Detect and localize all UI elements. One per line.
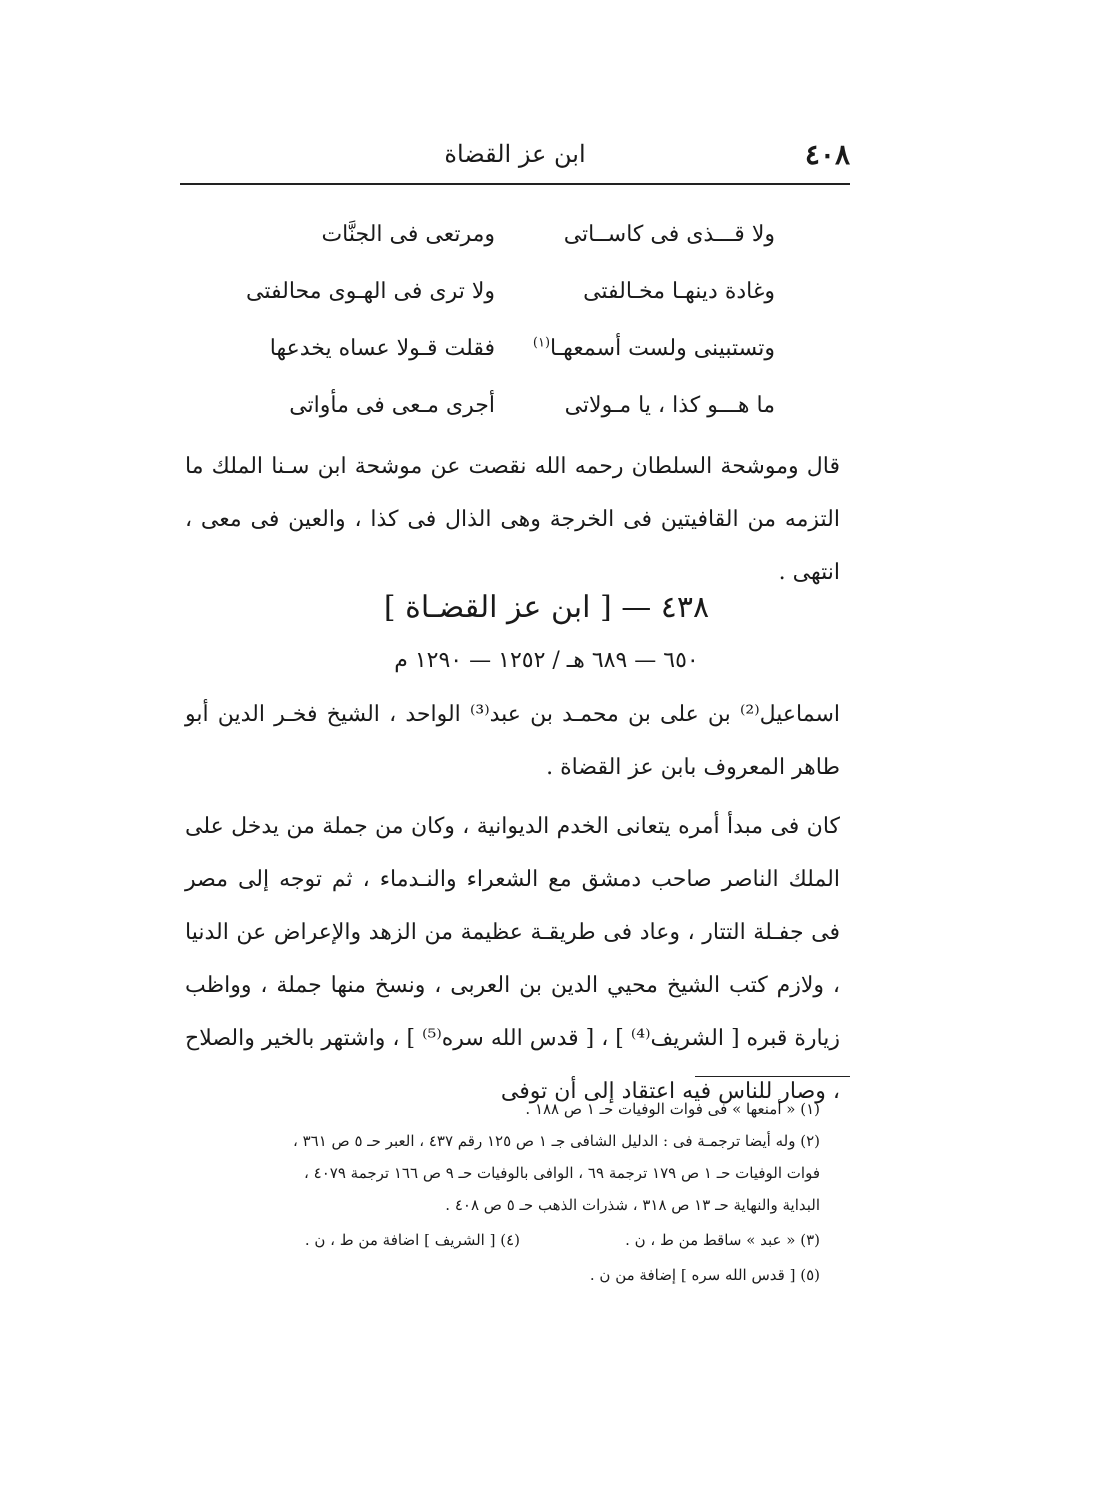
entry-title: ٤٣٨ — [ ابن عز القضـاة ]: [383, 590, 710, 625]
verse-text: وتستبينى ولست أسمعهـا: [550, 336, 775, 361]
verse-hemistich-first: ولا قـــذى فى كاســاتى: [563, 222, 775, 247]
footnote-1: (١) « أمنعها » فى فوات الوفيات حـ ١ ص ١٨٨ .: [525, 1100, 820, 1118]
footnote-2-line: (٢) وله أيضا ترجمـة فى : الدليل الشافى جـ ١ ص ١٢٥ رقم ٤٣٧ ، العبر حـ ٥ ص ٣٦١ ،: [292, 1132, 820, 1150]
verse-hemistich-first: وغادة دينهـا مخـالفتى: [583, 279, 775, 304]
page-header: [180, 138, 850, 178]
entry-dates: ٦٥٠ — ٦٨٩ هـ / ١٢٥٢ — ١٢٩٠ م: [394, 648, 699, 673]
poem-verse: [255, 222, 775, 279]
running-title: ابن عز القضاة: [444, 140, 586, 168]
footnote-row: [220, 1221, 820, 1259]
verse-hemistich-first: ما هـــو كذا ، يا مـولاتى: [564, 393, 775, 418]
verse-hemistich-second: ولا ترى فى الهـوى محالفتى: [246, 279, 495, 304]
paragraph-biography-name: اسماعيل⁽²⁾ بن على بن محمـد بن عبد⁽³⁾ الواحد ، الشيخ فخـر الدين أبو طاهر المعروف بابن عز القضاة .: [185, 702, 840, 780]
poem: [246, 222, 775, 450]
page-number: ٤٠٨: [804, 138, 850, 171]
paragraph-commentary: قال وموشحة السلطان رحمه الله نقصت عن موشحة ابن سـنا الملك ما التزمه من القافيتين فى الخرجة وهى الذال فى كذا ، والعين فى معى ، انتهى .: [185, 454, 840, 585]
verse-hemistich-first: [505, 336, 775, 361]
poem-verse: [246, 279, 775, 336]
verse-hemistich-second: أجرى مـعى فى مأواتى: [289, 393, 495, 418]
footnote-marker: (١): [532, 335, 551, 351]
footnote-rule: [695, 1076, 850, 1077]
footnote-5: (٥) [ قدس الله سره ] إضافة من ن .: [589, 1266, 820, 1284]
poem-verse: [255, 336, 775, 393]
footnote-2-line: فوات الوفيات حـ ١ ص ١٧٩ ترجمة ٦٩ ، الوافى بالوفيات حـ ٩ ص ١٦٦ ترجمة ٤٠٧٩ ،: [304, 1164, 820, 1182]
header-rule: [180, 183, 850, 185]
verse-hemistich-second: ومرتعى فى الجنَّات: [321, 222, 495, 247]
footnote-2-line: البداية والنهاية حـ ١٣ ص ٣١٨ ، شذرات الذهب حـ ٥ ص ٤٠٨ .: [445, 1196, 820, 1214]
paragraph-biography-body: كان فى مبدأ أمره يتعانى الخدم الديوانية ، وكان من جملة من يدخل على الملك الناصر صاحب دمشق مع الشعراء والنـدماء ، ثم توجه إلى مصر فى جفـلة التتار ، وعاد فى طريقـة عظيمة من الزهد والإعراض عن الدنيا ، ولازم كتب الشيخ محيي الدين بن العربى ، ونسخ منها جملة ، وواظب زيارة قبره [ الشريف⁽⁴⁾ ] ، [ قدس الله سره⁽⁵⁾ ] ، واشتهر بالخير والصلاح ، وصار للناس فيه اعتقاد إلى أن توفى: [185, 814, 840, 1104]
footnote-4: (٤) [ الشريف ] اضافة من ط ، ن .: [304, 1231, 520, 1249]
footnotes: [220, 1093, 820, 1291]
footnote-3: (٣) « عبد » ساقط من ط ، ن .: [625, 1231, 820, 1249]
verse-hemistich-second: فقلت قـولا عساه يخدعها: [269, 336, 495, 361]
